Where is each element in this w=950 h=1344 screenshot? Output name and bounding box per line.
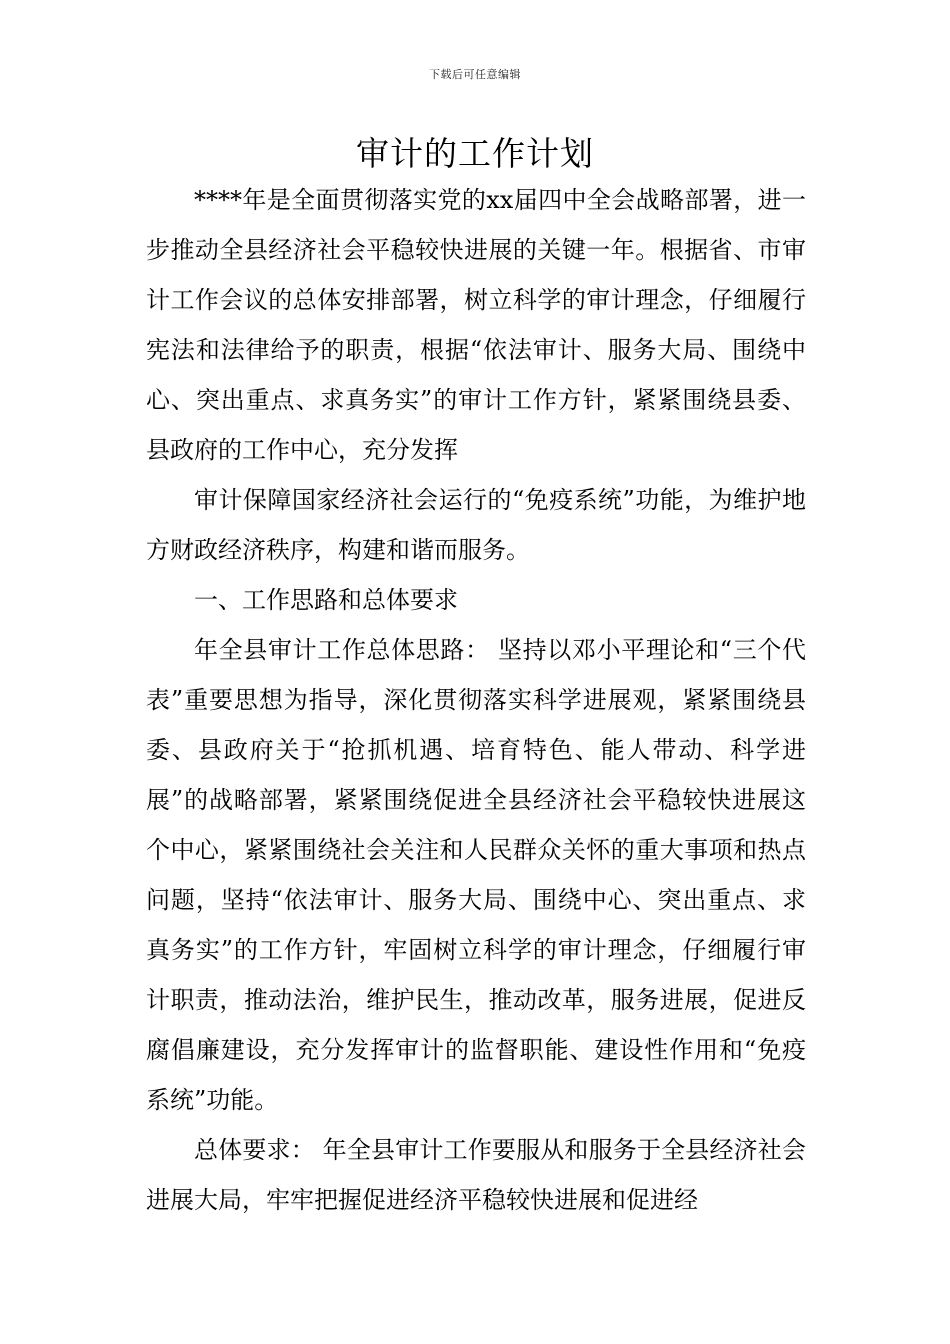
paragraph-immune-system: 审计保障国家经济社会运行的“免疫系统”功能，为维护地方财政经济秩序，构建和谐而服务。 — [146, 486, 806, 564]
header-note: 下载后可任意编辑 — [429, 68, 521, 81]
paragraph-overall-approach: 年全县审计工作总体思路： 坚持以邓小平理论和“三个代表”重要思想为指导，深化贯彻落实科学进展观，紧紧围绕县委、县政府关于“抢抓机遇、培育特色、能人带动、科学进展”的战略部署，紧紧围绕促进全县经济社会平稳较快进展这个中心，紧紧围绕社会关注和人民群众关怀的重大事项和热点问题，坚持“依法审计、服务大局、围绕中心、突出重点、求真务实”的工作方针，牢固树立科学的审计理念，仔细履行审计职责，推动法治，维护民生，推动改革，服务进展，促进反腐倡廉建设，充分发挥审计的监督职能、建设性作用和“免疫系统”功能。 — [146, 636, 806, 1114]
document-title: 审计的工作计划 — [356, 134, 594, 173]
section-heading-1: 一、工作思路和总体要求 — [194, 586, 458, 614]
document-body — [146, 175, 806, 1225]
paragraph-intro: ****年是全面贯彻落实党的xx届四中全会战略部署，进一步推动全县经济社会平稳较快进展的关键一年。根据省、市审计工作会议的总体安排部署，树立科学的审计理念，仔细履行宪法和法律给予的职责，根据“依法审计、服务大局、围绕中心、突出重点、求真务实”的审计工作方针，紧紧围绕县委、县政府的工作中心，充分发挥 — [146, 186, 806, 464]
paragraph-overall-requirements: 总体要求： 年全县审计工作要服从和服务于全县经济社会进展大局，牢牢把握促进经济平稳较快进展和促进经 — [146, 1136, 806, 1214]
